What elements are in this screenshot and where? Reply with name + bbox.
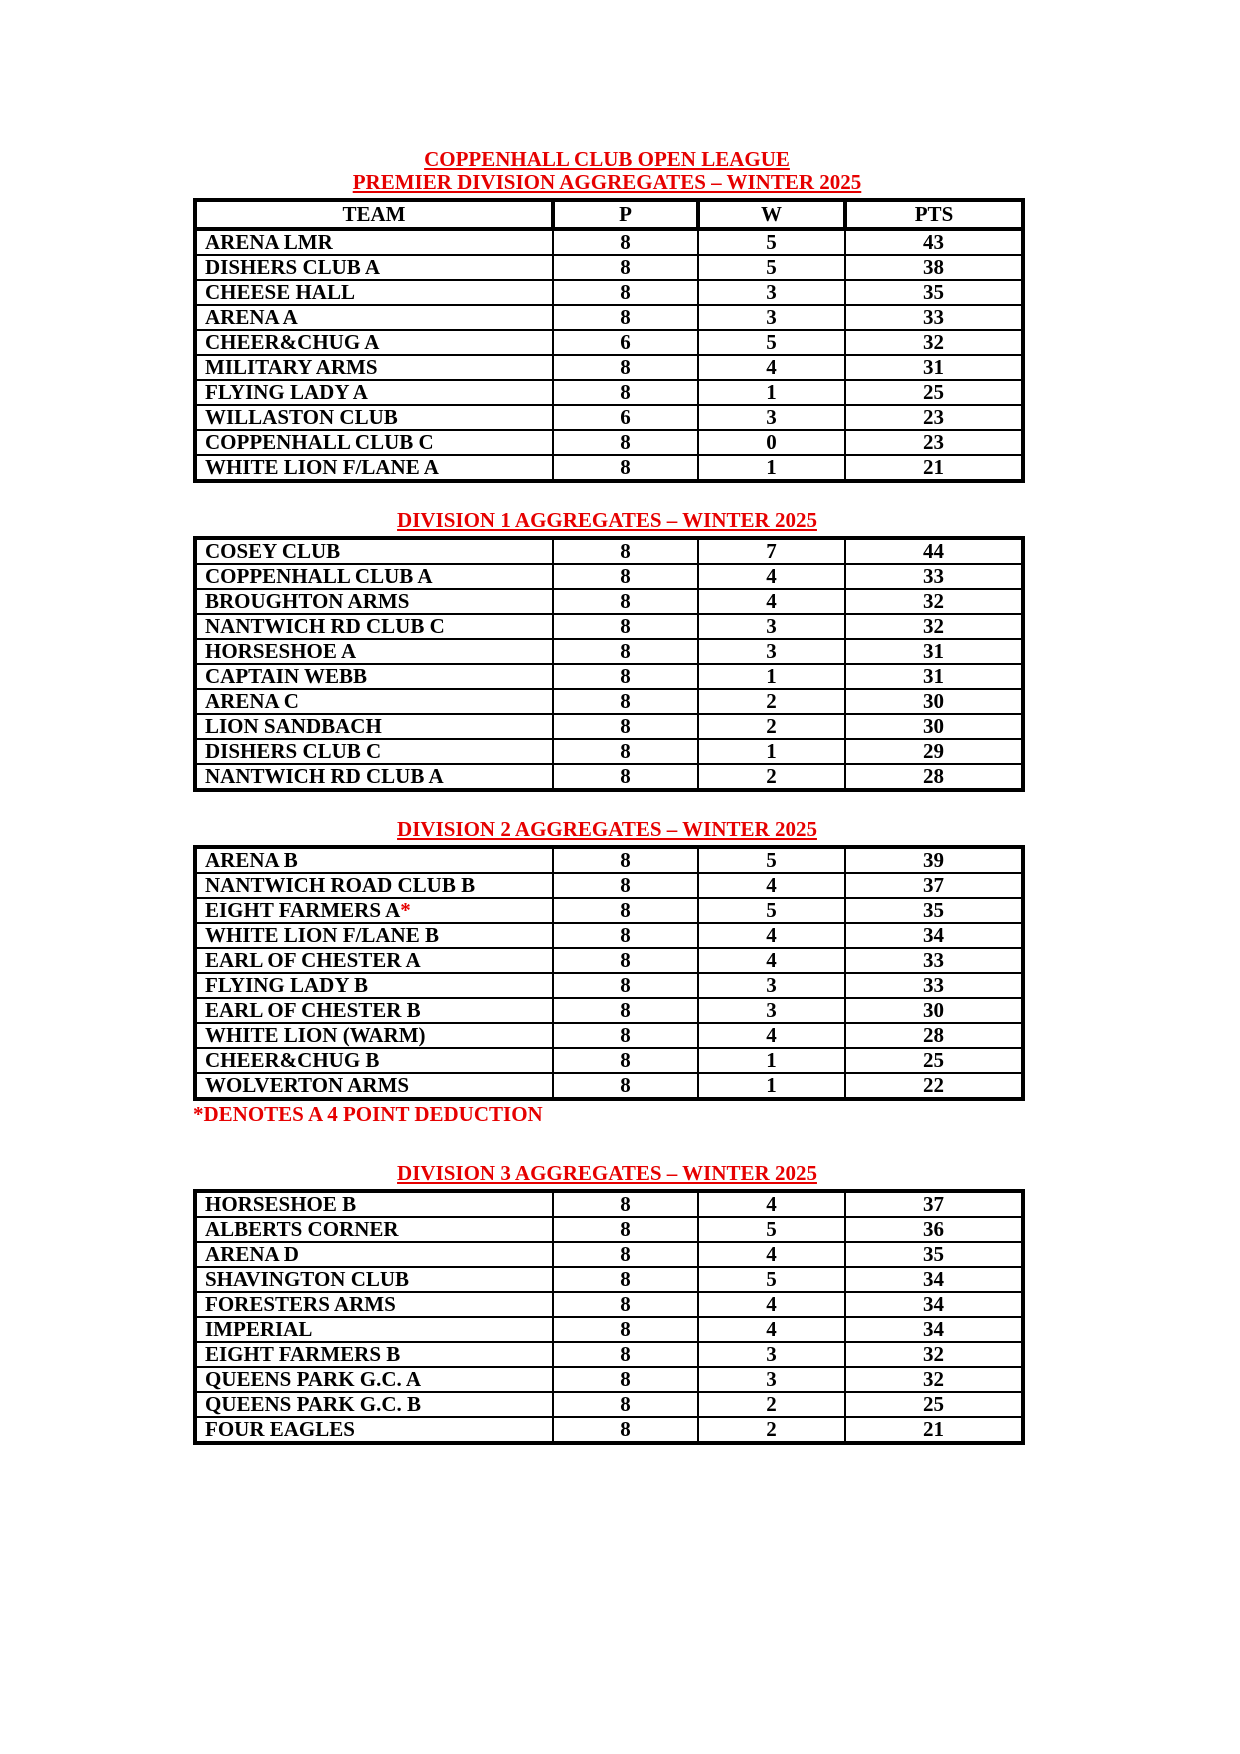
points-cell: 31 [845,355,1023,380]
table-row [195,998,1023,1023]
points-cell: 35 [845,280,1023,305]
division-1-title: DIVISION 1 AGGREGATES – WINTER 2025 [397,508,817,532]
wins-cell: 5 [698,255,845,280]
table-body [195,847,1023,1099]
table-body [195,538,1023,790]
team-cell: ARENA D [195,1242,553,1267]
points-cell: 30 [845,689,1023,714]
wins-cell: 2 [698,1417,845,1443]
table-row [195,739,1023,764]
points-cell: 29 [845,739,1023,764]
team-cell: DISHERS CLUB C [195,739,553,764]
played-cell: 8 [553,898,698,923]
wins-cell: 0 [698,430,845,455]
table-row [195,1392,1023,1417]
team-cell: ARENA C [195,689,553,714]
header-row [195,200,1023,229]
played-cell: 8 [553,714,698,739]
points-cell: 34 [845,1267,1023,1292]
points-cell: 35 [845,898,1023,923]
played-cell: 8 [553,430,698,455]
table-row [195,1073,1023,1099]
table-row [195,255,1023,280]
points-cell: 32 [845,1367,1023,1392]
played-cell: 8 [553,1417,698,1443]
wins-cell: 1 [698,664,845,689]
points-cell: 31 [845,639,1023,664]
points-cell: 33 [845,564,1023,589]
table-row [195,1023,1023,1048]
played-cell: 6 [553,330,698,355]
header-cell-team: TEAM [195,200,553,229]
points-cell: 25 [845,380,1023,405]
points-cell: 32 [845,614,1023,639]
table-row [195,689,1023,714]
wins-cell: 7 [698,538,845,564]
points-cell: 43 [845,229,1023,255]
team-cell: EARL OF CHESTER A [195,948,553,973]
played-cell: 8 [553,1317,698,1342]
points-cell: 22 [845,1073,1023,1099]
document-page [193,0,1021,1445]
played-cell: 8 [553,1191,698,1217]
table-body [195,1191,1023,1443]
wins-cell: 5 [698,898,845,923]
team-cell: EARL OF CHESTER B [195,998,553,1023]
table-row [195,898,1023,923]
table-row [195,873,1023,898]
table-row [195,1317,1023,1342]
team-cell: LION SANDBACH [195,714,553,739]
team-cell: FLYING LADY A [195,380,553,405]
premier-division-table [193,198,1025,483]
table-row [195,1342,1023,1367]
points-cell: 37 [845,873,1023,898]
team-cell: ARENA B [195,847,553,873]
premier-division-title: PREMIER DIVISION AGGREGATES – WINTER 2025 [352,170,862,194]
played-cell: 8 [553,973,698,998]
played-cell: 8 [553,739,698,764]
played-cell: 8 [553,948,698,973]
team-cell: EIGHT FARMERS A* [195,898,553,923]
wins-cell: 1 [698,1048,845,1073]
points-cell: 28 [845,1023,1023,1048]
table-row [195,714,1023,739]
wins-cell: 3 [698,998,845,1023]
team-cell: EIGHT FARMERS B [195,1342,553,1367]
team-cell: ARENA LMR [195,229,553,255]
wins-cell: 2 [698,689,845,714]
points-cell: 32 [845,330,1023,355]
division-1-table [193,536,1025,792]
table-row [195,923,1023,948]
points-cell: 21 [845,1417,1023,1443]
table-row [195,455,1023,481]
played-cell: 8 [553,380,698,405]
header-cell-points: PTS [845,200,1023,229]
team-cell: CHEER&CHUG A [195,330,553,355]
played-cell: 8 [553,614,698,639]
table-row [195,280,1023,305]
played-cell: 8 [553,564,698,589]
team-cell: CHEER&CHUG B [195,1048,553,1073]
points-cell: 35 [845,1242,1023,1267]
wins-cell: 3 [698,639,845,664]
points-cell: 34 [845,1292,1023,1317]
wins-cell: 1 [698,1073,845,1099]
points-cell: 25 [845,1048,1023,1073]
header-cell-wins: W [698,200,845,229]
wins-cell: 4 [698,1242,845,1267]
wins-cell: 2 [698,1392,845,1417]
team-cell: NANTWICH RD CLUB A [195,764,553,790]
played-cell: 8 [553,764,698,790]
wins-cell: 2 [698,714,845,739]
points-cell: 32 [845,589,1023,614]
table-row [195,330,1023,355]
wins-cell: 3 [698,973,845,998]
played-cell: 8 [553,1367,698,1392]
table-row [195,229,1023,255]
team-cell: HORSESHOE B [195,1191,553,1217]
team-cell: NANTWICH RD CLUB C [195,614,553,639]
played-cell: 8 [553,1292,698,1317]
points-cell: 34 [845,1317,1023,1342]
wins-cell: 2 [698,764,845,790]
team-cell: CAPTAIN WEBB [195,664,553,689]
wins-cell: 5 [698,847,845,873]
wins-cell: 4 [698,589,845,614]
played-cell: 8 [553,998,698,1023]
table-row [195,1217,1023,1242]
played-cell: 8 [553,664,698,689]
wins-cell: 4 [698,948,845,973]
table-row [195,1367,1023,1392]
wins-cell: 4 [698,1191,845,1217]
points-cell: 30 [845,714,1023,739]
table-row [195,1292,1023,1317]
played-cell: 8 [553,923,698,948]
played-cell: 8 [553,255,698,280]
played-cell: 8 [553,1217,698,1242]
wins-cell: 4 [698,1292,845,1317]
played-cell: 8 [553,305,698,330]
wins-cell: 1 [698,380,845,405]
points-cell: 44 [845,538,1023,564]
team-cell: BROUGHTON ARMS [195,589,553,614]
wins-cell: 3 [698,305,845,330]
points-cell: 28 [845,764,1023,790]
played-cell: 8 [553,589,698,614]
team-cell: SHAVINGTON CLUB [195,1267,553,1292]
wins-cell: 4 [698,873,845,898]
points-cell: 30 [845,998,1023,1023]
division-3-title: DIVISION 3 AGGREGATES – WINTER 2025 [397,1161,817,1185]
team-cell: COPPENHALL CLUB C [195,430,553,455]
division-3-table [193,1189,1025,1445]
points-cell: 32 [845,1342,1023,1367]
table-row [195,764,1023,790]
deduction-asterisk: * [400,898,411,922]
team-cell: NANTWICH ROAD CLUB B [195,873,553,898]
wins-cell: 4 [698,1023,845,1048]
team-cell: WHITE LION F/LANE A [195,455,553,481]
played-cell: 8 [553,1267,698,1292]
table-body [195,229,1023,481]
division-2-table [193,845,1025,1101]
team-cell: DISHERS CLUB A [195,255,553,280]
played-cell: 8 [553,1048,698,1073]
played-cell: 8 [553,873,698,898]
points-cell: 31 [845,664,1023,689]
points-cell: 33 [845,948,1023,973]
wins-cell: 3 [698,405,845,430]
table-row [195,589,1023,614]
played-cell: 8 [553,355,698,380]
played-cell: 8 [553,639,698,664]
table-row [195,664,1023,689]
division-3-section [193,1162,1021,1445]
league-title: COPPENHALL CLUB OPEN LEAGUE [424,147,790,171]
played-cell: 8 [553,1023,698,1048]
played-cell: 8 [553,689,698,714]
points-cell: 25 [845,1392,1023,1417]
wins-cell: 5 [698,1217,845,1242]
table-row [195,639,1023,664]
played-cell: 8 [553,847,698,873]
table-row [195,1242,1023,1267]
team-cell: CHEESE HALL [195,280,553,305]
team-cell: WHITE LION F/LANE B [195,923,553,948]
table-row [195,1417,1023,1443]
wins-cell: 5 [698,1267,845,1292]
division-1-section [193,509,1021,792]
team-cell: FLYING LADY B [195,973,553,998]
table-row [195,405,1023,430]
team-cell: COSEY CLUB [195,538,553,564]
table-row [195,430,1023,455]
played-cell: 8 [553,1073,698,1099]
points-cell: 38 [845,255,1023,280]
division-2-section [193,818,1021,1125]
team-cell: HORSESHOE A [195,639,553,664]
wins-cell: 4 [698,1317,845,1342]
division-2-title: DIVISION 2 AGGREGATES – WINTER 2025 [397,817,817,841]
wins-cell: 5 [698,229,845,255]
points-cell: 21 [845,455,1023,481]
points-cell: 39 [845,847,1023,873]
points-deduction-note: *DENOTES A 4 POINT DEDUCTION [193,1102,543,1126]
table-row [195,847,1023,873]
played-cell: 8 [553,538,698,564]
wins-cell: 3 [698,280,845,305]
table-row [195,1048,1023,1073]
team-cell: QUEENS PARK G.C. B [195,1392,553,1417]
team-cell: FOUR EAGLES [195,1417,553,1443]
team-cell: IMPERIAL [195,1317,553,1342]
points-cell: 23 [845,430,1023,455]
points-cell: 37 [845,1191,1023,1217]
table-row [195,1191,1023,1217]
points-cell: 34 [845,923,1023,948]
header-cell-played: P [553,200,698,229]
wins-cell: 4 [698,355,845,380]
premier-division-section [193,171,1021,483]
table-header [195,200,1023,229]
points-cell: 23 [845,405,1023,430]
team-cell: MILITARY ARMS [195,355,553,380]
wins-cell: 5 [698,330,845,355]
played-cell: 8 [553,1392,698,1417]
played-cell: 8 [553,1342,698,1367]
table-row [195,564,1023,589]
played-cell: 8 [553,280,698,305]
table-row [195,1267,1023,1292]
team-cell: ARENA A [195,305,553,330]
points-cell: 33 [845,305,1023,330]
wins-cell: 3 [698,1342,845,1367]
table-row [195,614,1023,639]
table-row [195,948,1023,973]
wins-cell: 1 [698,455,845,481]
wins-cell: 4 [698,923,845,948]
team-cell: WHITE LION (WARM) [195,1023,553,1048]
team-cell: ALBERTS CORNER [195,1217,553,1242]
wins-cell: 3 [698,1367,845,1392]
team-cell: WILLASTON CLUB [195,405,553,430]
wins-cell: 3 [698,614,845,639]
played-cell: 8 [553,229,698,255]
points-cell: 36 [845,1217,1023,1242]
team-cell: COPPENHALL CLUB A [195,564,553,589]
played-cell: 6 [553,405,698,430]
team-cell: QUEENS PARK G.C. A [195,1367,553,1392]
table-row [195,355,1023,380]
wins-cell: 4 [698,564,845,589]
team-cell: FORESTERS ARMS [195,1292,553,1317]
played-cell: 8 [553,455,698,481]
played-cell: 8 [553,1242,698,1267]
points-cell: 33 [845,973,1023,998]
table-row [195,380,1023,405]
team-cell: WOLVERTON ARMS [195,1073,553,1099]
table-row [195,973,1023,998]
table-row [195,538,1023,564]
table-row [195,305,1023,330]
wins-cell: 1 [698,739,845,764]
